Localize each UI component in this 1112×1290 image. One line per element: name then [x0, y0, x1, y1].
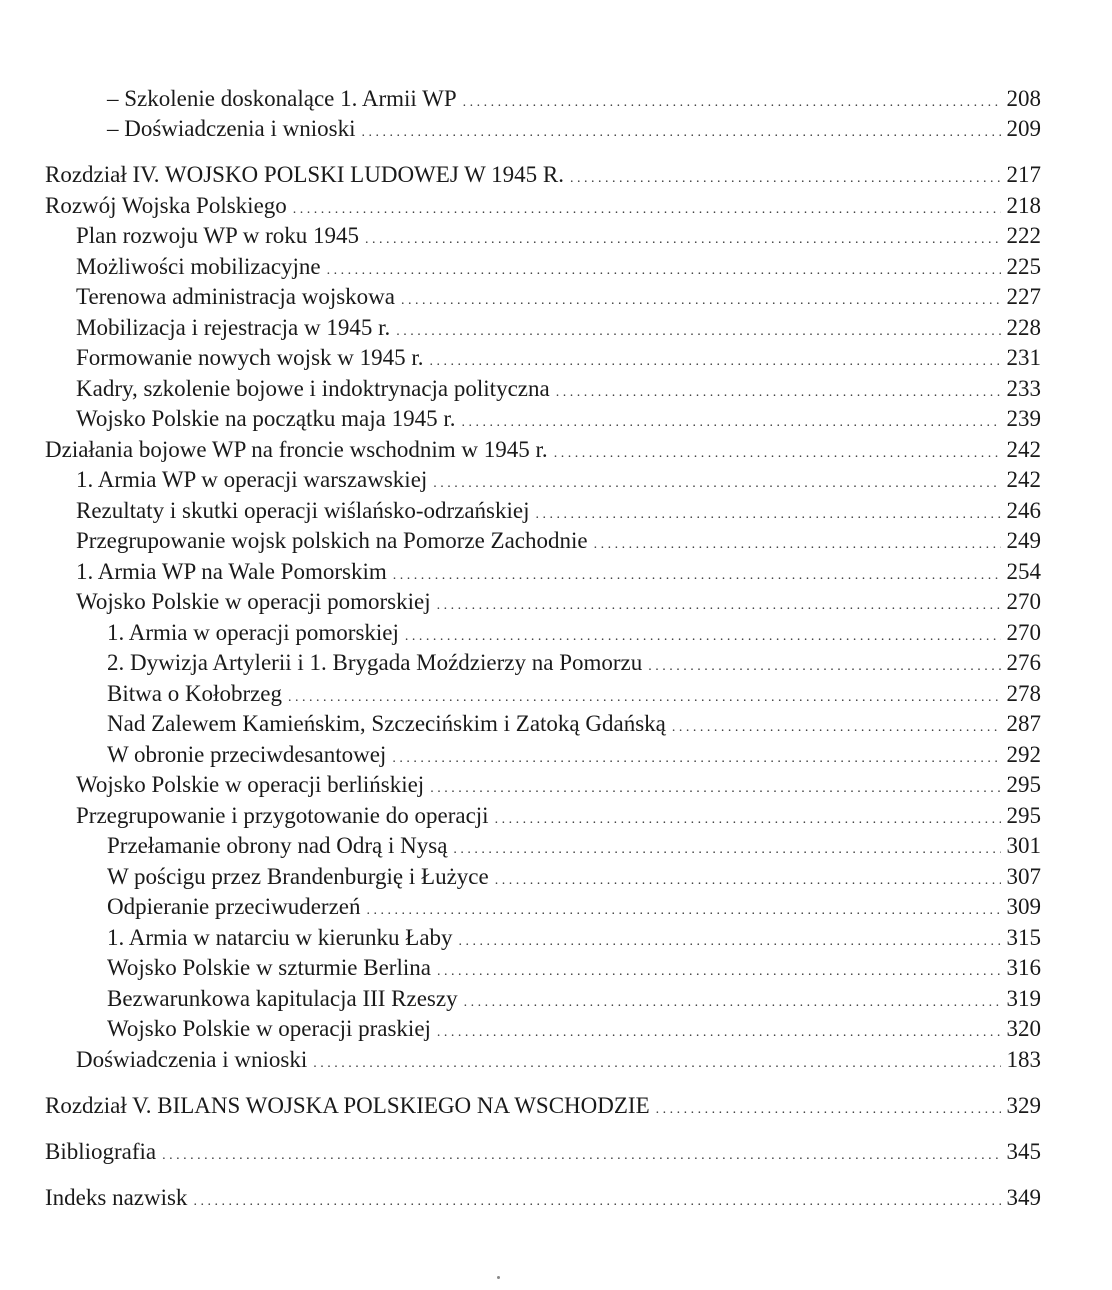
toc-entry-page: 242 [1006, 467, 1041, 492]
toc-entry [76, 801, 1041, 831]
dot-leader [367, 896, 1001, 926]
dot-leader [430, 774, 1000, 804]
toc-entry-page: 249 [1006, 528, 1041, 553]
toc-entry-page: 218 [1006, 193, 1041, 218]
toc-entry-page: 292 [1006, 742, 1041, 767]
toc-entry-title: Wojsko Polskie w operacji pomorskiej [76, 589, 431, 614]
toc-entry-title: 1. Armia w operacji pomorskiej [107, 620, 399, 645]
toc-entry-title: Rozdział IV. WOJSKO POLSKI LUDOWEJ W 1945 R. [45, 162, 564, 187]
toc-entry-page: 276 [1006, 650, 1041, 675]
toc-entry-page: 309 [1006, 894, 1041, 919]
toc-entry-title: Bezwarunkowa kapitulacja III Rzeszy [107, 986, 458, 1011]
toc-entry-page: 225 [1006, 254, 1041, 279]
toc-entry-page: 329 [1006, 1093, 1041, 1118]
toc-entry-page: 320 [1006, 1016, 1041, 1041]
toc-entry-title: Bitwa o Kołobrzeg [107, 681, 283, 706]
toc-entry [107, 114, 1041, 144]
dot-leader [313, 1049, 1000, 1079]
dot-leader [570, 164, 1001, 194]
toc-entry [107, 740, 1041, 770]
dot-leader [361, 118, 1000, 148]
toc-entry [107, 892, 1041, 922]
dot-leader [193, 1187, 1000, 1217]
toc-entry [76, 1045, 1041, 1075]
toc-entry-page: 349 [1006, 1185, 1041, 1210]
dot-leader [437, 957, 1001, 987]
toc-entry-page: 319 [1006, 986, 1041, 1011]
toc-entry-page: 278 [1006, 681, 1041, 706]
toc-entry-page: 345 [1006, 1139, 1041, 1164]
toc-entry-title: Przełamanie obrony nad Odrą i Nysą [107, 833, 448, 858]
dot-leader [437, 1018, 1001, 1048]
toc-entry-title: Rozdział V. BILANS WOJSKA POLSKIEGO NA WSCHODZIE [45, 1093, 650, 1118]
toc-entry-title: Wojsko Polskie na początku maja 1945 r. [76, 406, 456, 431]
dot-leader [462, 408, 1001, 438]
toc-entry-title: Działania bojowe WP na froncie wschodnim w 1945 r. [45, 437, 548, 462]
toc-entry [45, 1091, 1041, 1121]
toc-entry [76, 557, 1041, 587]
toc-entry-page: 270 [1006, 620, 1041, 645]
toc-entry-page: 231 [1006, 345, 1041, 370]
toc-entry-page: 183 [1006, 1047, 1041, 1072]
toc-entry [107, 984, 1041, 1014]
toc-entry-title: Bibliografia [45, 1139, 157, 1164]
toc-entry-title: Kadry, szkolenie bojowe i indoktrynacja polityczna [76, 376, 550, 401]
toc-entry-page: 295 [1006, 803, 1041, 828]
toc-entry-title: Możliwości mobilizacyjne [76, 254, 321, 279]
toc-entry-page: 227 [1006, 284, 1041, 309]
toc-entry-title: Formowanie nowych wojsk w 1945 r. [76, 345, 424, 370]
dot-leader [453, 835, 1000, 865]
toc-entry-title: W pościgu przez Brandenburgię i Łużyce [107, 864, 489, 889]
toc-entry-title: 1. Armia WP w operacji warszawskiej [76, 467, 428, 492]
toc-entry-page: 315 [1006, 925, 1041, 950]
toc-entry-title: 2. Dywizja Artylerii i 1. Brygada Moździerzy na Pomorzu [107, 650, 643, 675]
toc-entry-page: 270 [1006, 589, 1041, 614]
dot-leader [656, 1095, 1001, 1125]
toc-entry [76, 221, 1041, 251]
dot-leader [401, 286, 1000, 316]
toc-entry [107, 648, 1041, 678]
toc-entry-page: 307 [1006, 864, 1041, 889]
toc-entry [45, 191, 1041, 221]
toc-entry-title: Przegrupowanie i przygotowanie do operacji [76, 803, 489, 828]
toc-entry-title: Wojsko Polskie w operacji berlińskiej [76, 772, 425, 797]
toc-entry [76, 313, 1041, 343]
toc-entry-title: W obronie przeciwdesantowej [107, 742, 387, 767]
toc-entry-title: – Doświadczenia i wnioski [107, 116, 356, 141]
toc-entry-title: Nad Zalewem Kamieńskim, Szczecińskim i Zatoką Gdańską [107, 711, 666, 736]
toc-entry-title: Wojsko Polskie w operacji praskiej [107, 1016, 431, 1041]
toc-entry [76, 252, 1041, 282]
dot-leader [162, 1141, 1000, 1171]
toc-entry-title: Wojsko Polskie w szturmie Berlina [107, 955, 431, 980]
toc-entry-page: 316 [1006, 955, 1041, 980]
toc-entry [107, 1014, 1041, 1044]
toc-entry [107, 84, 1041, 114]
toc-entry-title: – Szkolenie doskonalące 1. Armii WP [107, 86, 457, 111]
dot-leader [594, 530, 1001, 560]
toc-entry [107, 831, 1041, 861]
toc-entry [107, 862, 1041, 892]
toc-entry-page: 217 [1006, 162, 1041, 187]
toc-entry [45, 1183, 1041, 1213]
dot-leader [433, 469, 1000, 499]
toc-entry-page: 233 [1006, 376, 1041, 401]
dot-leader [437, 591, 1001, 621]
toc-entry-page: 208 [1006, 86, 1041, 111]
toc-entry-page: 228 [1006, 315, 1041, 340]
toc-entry-title: Rozwój Wojska Polskiego [45, 193, 287, 218]
toc-entry-title: Rezultaty i skutki operacji wiślańsko-odrzańskiej [76, 498, 530, 523]
toc-entry [107, 679, 1041, 709]
dot-leader [365, 225, 1000, 255]
toc-entry [45, 1137, 1041, 1167]
toc-entry-page: 287 [1006, 711, 1041, 736]
toc-entry-page: 239 [1006, 406, 1041, 431]
toc-entry-title: 1. Armia WP na Wale Pomorskim [76, 559, 387, 584]
toc-entry-title: Odpieranie przeciwuderzeń [107, 894, 361, 919]
toc-entry [76, 496, 1041, 526]
toc-entry [76, 343, 1041, 373]
toc-entry-title: Mobilizacja i rejestracja w 1945 r. [76, 315, 391, 340]
dot-leader [430, 347, 1001, 377]
toc-entry [76, 770, 1041, 800]
toc-entry [107, 923, 1041, 953]
toc-entry-page: 246 [1006, 498, 1041, 523]
toc-entry [76, 374, 1041, 404]
toc-entry [107, 618, 1041, 648]
toc-entry-page: 222 [1006, 223, 1041, 248]
toc-entry [45, 160, 1041, 190]
toc-entry [76, 282, 1041, 312]
scan-speck [497, 1276, 500, 1279]
dot-leader [648, 652, 1000, 682]
toc-entry-title: Terenowa administracja wojskowa [76, 284, 396, 309]
toc-entry-title: Plan rozwoju WP w roku 1945 [76, 223, 360, 248]
toc-entry [76, 587, 1041, 617]
dot-leader [672, 713, 1001, 743]
toc-entry [107, 953, 1041, 983]
toc-entry-page: 254 [1006, 559, 1041, 584]
toc-entry-title: 1. Armia w natarciu w kierunku Łaby [107, 925, 453, 950]
toc-entry [107, 709, 1041, 739]
toc-entry [76, 465, 1041, 495]
toc-entry-page: 242 [1006, 437, 1041, 462]
toc-entry-page: 209 [1006, 116, 1041, 141]
toc-entry-title: Indeks nazwisk [45, 1185, 188, 1210]
toc-entry [76, 526, 1041, 556]
toc-entry [76, 404, 1041, 434]
toc-entry-title: Doświadczenia i wnioski [76, 1047, 308, 1072]
toc-entry [45, 435, 1041, 465]
toc-entry-page: 301 [1006, 833, 1041, 858]
toc-entry-page: 295 [1006, 772, 1041, 797]
toc-entry-title: Przegrupowanie wojsk polskich na Pomorze Zachodnie [76, 528, 588, 553]
